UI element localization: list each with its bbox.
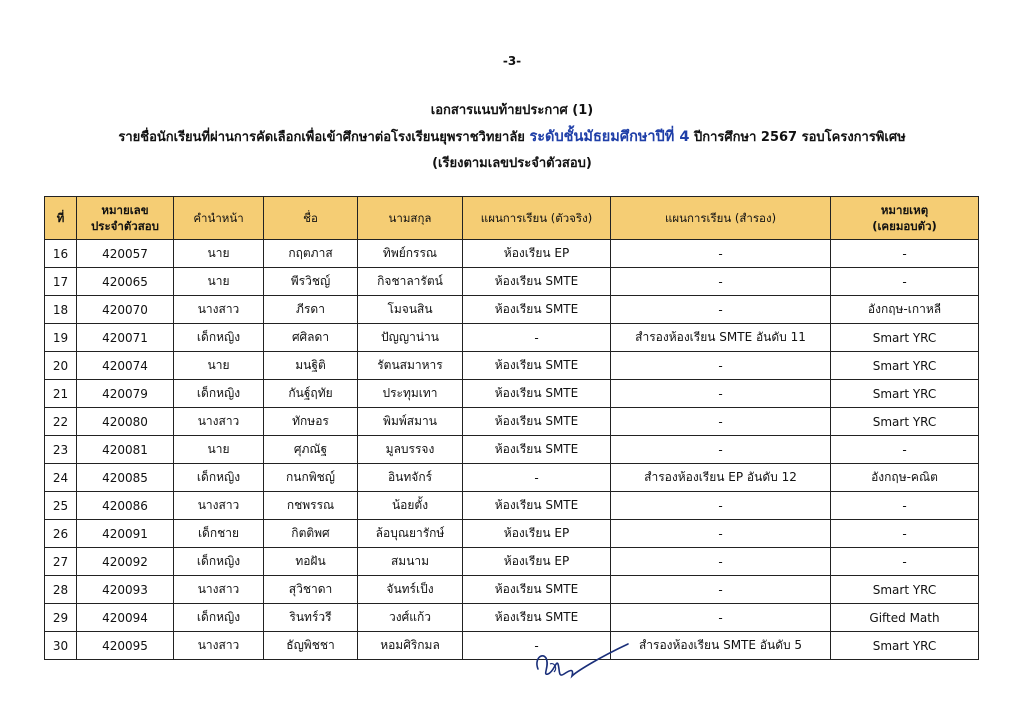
cell-remark: Smart YRC	[831, 352, 979, 380]
cell-first-name: ศศิลดา	[264, 324, 358, 352]
cell-last-name: น้อยตั้ง	[358, 492, 463, 520]
cell-no: 19	[45, 324, 77, 352]
cell-no: 28	[45, 576, 77, 604]
header-line-1: เอกสารแนบท้ายประกาศ (1)	[430, 103, 594, 118]
header-line-2-after: ปีการศึกษา 2567 รอบโครงการพิเศษ	[693, 130, 906, 145]
cell-last-name: ประทุมเทา	[358, 380, 463, 408]
table-row	[45, 492, 979, 520]
student-table	[44, 196, 979, 660]
cell-plan-actual: ห้องเรียน SMTE	[463, 576, 611, 604]
cell-remark: Smart YRC	[831, 408, 979, 436]
cell-prefix: นางสาว	[174, 576, 264, 604]
cell-exam-id: 420065	[77, 268, 174, 296]
cell-remark: Smart YRC	[831, 324, 979, 352]
table-header-row	[45, 197, 979, 240]
cell-exam-id: 420057	[77, 240, 174, 268]
col-header-plan-reserve: แผนการเรียน (สำรอง)	[611, 197, 831, 240]
cell-first-name: กันฐ์ฤทัย	[264, 380, 358, 408]
table-row	[45, 464, 979, 492]
cell-plan-reserve: -	[611, 576, 831, 604]
cell-prefix: นาย	[174, 352, 264, 380]
cell-remark: Gifted Math	[831, 604, 979, 632]
table-row	[45, 380, 979, 408]
header-line-2	[0, 124, 1024, 151]
cell-exam-id: 420081	[77, 436, 174, 464]
cell-prefix: เด็กหญิง	[174, 464, 264, 492]
cell-remark: -	[831, 268, 979, 296]
col-header-last-name: นามสกุล	[358, 197, 463, 240]
cell-exam-id: 420079	[77, 380, 174, 408]
cell-exam-id: 420080	[77, 408, 174, 436]
cell-plan-reserve: -	[611, 380, 831, 408]
cell-first-name: มนฐิติ	[264, 352, 358, 380]
cell-no: 16	[45, 240, 77, 268]
cell-prefix: เด็กหญิง	[174, 324, 264, 352]
table-row	[45, 436, 979, 464]
cell-last-name: กิจชาลารัตน์	[358, 268, 463, 296]
table-body	[45, 240, 979, 660]
cell-first-name: พีรวิชญ์	[264, 268, 358, 296]
col-header-exam-id	[77, 197, 174, 240]
cell-remark: Smart YRC	[831, 576, 979, 604]
cell-plan-reserve: -	[611, 352, 831, 380]
col-header-remark-line1: หมายเหตุ	[880, 203, 929, 217]
cell-last-name: ทิพย์กรรณ	[358, 240, 463, 268]
cell-plan-reserve: -	[611, 408, 831, 436]
cell-plan-actual: ห้องเรียน SMTE	[463, 380, 611, 408]
table-row	[45, 548, 979, 576]
cell-plan-actual: -	[463, 324, 611, 352]
cell-first-name: สุวิชาดา	[264, 576, 358, 604]
cell-remark: Smart YRC	[831, 632, 979, 660]
cell-no: 26	[45, 520, 77, 548]
cell-exam-id: 420095	[77, 632, 174, 660]
table-row	[45, 520, 979, 548]
cell-first-name: ภีรดา	[264, 296, 358, 324]
cell-plan-actual: ห้องเรียน EP	[463, 240, 611, 268]
cell-first-name: ศุภณัฐ	[264, 436, 358, 464]
table-row	[45, 352, 979, 380]
cell-plan-actual: -	[463, 464, 611, 492]
cell-no: 25	[45, 492, 77, 520]
cell-no: 27	[45, 548, 77, 576]
cell-remark: อังกฤษ-คณิต	[831, 464, 979, 492]
cell-exam-id: 420093	[77, 576, 174, 604]
table-row	[45, 576, 979, 604]
cell-first-name: ทอฝัน	[264, 548, 358, 576]
cell-plan-reserve: -	[611, 492, 831, 520]
header-grade-highlight: ระดับชั้นมัธยมศึกษาปีที่ 4	[529, 129, 690, 145]
cell-remark: อังกฤษ-เกาหลี	[831, 296, 979, 324]
cell-plan-reserve: สำรองห้องเรียน EP อันดับ 12	[611, 464, 831, 492]
cell-plan-actual: ห้องเรียน SMTE	[463, 492, 611, 520]
cell-plan-actual: ห้องเรียน SMTE	[463, 268, 611, 296]
cell-remark: -	[831, 492, 979, 520]
cell-prefix: นางสาว	[174, 632, 264, 660]
cell-prefix: เด็กหญิง	[174, 548, 264, 576]
cell-prefix: นางสาว	[174, 296, 264, 324]
cell-no: 17	[45, 268, 77, 296]
page-number: -3-	[502, 54, 522, 68]
table-row	[45, 268, 979, 296]
col-header-no: ที่	[45, 197, 77, 240]
col-header-first-name: ชื่อ	[264, 197, 358, 240]
cell-prefix: นาย	[174, 240, 264, 268]
cell-plan-reserve: -	[611, 548, 831, 576]
cell-last-name: มูลบรรจง	[358, 436, 463, 464]
cell-first-name: ธัญพิชชา	[264, 632, 358, 660]
cell-last-name: ล้อบุณยารักษ์	[358, 520, 463, 548]
cell-no: 23	[45, 436, 77, 464]
cell-first-name: กนกพิชญ์	[264, 464, 358, 492]
cell-plan-actual: ห้องเรียน SMTE	[463, 408, 611, 436]
cell-plan-reserve: สำรองห้องเรียน SMTE อันดับ 11	[611, 324, 831, 352]
cell-exam-id: 420085	[77, 464, 174, 492]
cell-exam-id: 420092	[77, 548, 174, 576]
cell-first-name: กฤตภาส	[264, 240, 358, 268]
cell-last-name: พิมพ์สมาน	[358, 408, 463, 436]
col-header-plan-actual: แผนการเรียน (ตัวจริง)	[463, 197, 611, 240]
cell-no: 22	[45, 408, 77, 436]
cell-remark: -	[831, 520, 979, 548]
cell-prefix: นางสาว	[174, 492, 264, 520]
cell-exam-id: 420074	[77, 352, 174, 380]
header-line-3: (เรียงตามเลขประจำตัวสอบ)	[432, 156, 592, 171]
cell-prefix: นาย	[174, 268, 264, 296]
cell-remark: Smart YRC	[831, 380, 979, 408]
cell-plan-actual: ห้องเรียน SMTE	[463, 604, 611, 632]
cell-no: 21	[45, 380, 77, 408]
cell-plan-reserve: -	[611, 240, 831, 268]
cell-first-name: กิตติพศ	[264, 520, 358, 548]
header-line-2-before: รายชื่อนักเรียนที่ผ่านการคัดเลือกเพื่อเข้าศึกษาต่อโรงเรียนยุพราชวิทยาลัย	[118, 130, 525, 145]
cell-plan-reserve: -	[611, 436, 831, 464]
cell-prefix: นาย	[174, 436, 264, 464]
table-row	[45, 296, 979, 324]
col-header-exam-id-line1: หมายเลข	[101, 203, 149, 217]
cell-last-name: อินทจักร์	[358, 464, 463, 492]
cell-last-name: หอมศิริกมล	[358, 632, 463, 660]
cell-no: 24	[45, 464, 77, 492]
cell-prefix: เด็กหญิง	[174, 380, 264, 408]
cell-plan-reserve: -	[611, 268, 831, 296]
cell-remark: -	[831, 436, 979, 464]
signature-image	[528, 634, 638, 684]
table-row	[45, 408, 979, 436]
cell-no: 18	[45, 296, 77, 324]
cell-no: 20	[45, 352, 77, 380]
cell-last-name: วงศ์แก้ว	[358, 604, 463, 632]
cell-plan-reserve: -	[611, 520, 831, 548]
col-header-remark-line2: (เคยมอบตัว)	[872, 219, 937, 233]
table-row	[45, 240, 979, 268]
cell-no: 30	[45, 632, 77, 660]
cell-exam-id: 420086	[77, 492, 174, 520]
cell-first-name: รินทร์วรี	[264, 604, 358, 632]
table-row	[45, 632, 979, 660]
cell-plan-actual: ห้องเรียน SMTE	[463, 296, 611, 324]
cell-prefix: เด็กชาย	[174, 520, 264, 548]
cell-first-name: กชพรรณ	[264, 492, 358, 520]
cell-last-name: โมจนสิน	[358, 296, 463, 324]
cell-plan-reserve: -	[611, 604, 831, 632]
cell-remark: -	[831, 240, 979, 268]
cell-remark: -	[831, 548, 979, 576]
table-row	[45, 324, 979, 352]
cell-prefix: เด็กหญิง	[174, 604, 264, 632]
cell-plan-reserve: -	[611, 296, 831, 324]
cell-exam-id: 420070	[77, 296, 174, 324]
document-header	[0, 98, 1024, 177]
cell-plan-actual: ห้องเรียน EP	[463, 548, 611, 576]
cell-prefix: นางสาว	[174, 408, 264, 436]
cell-plan-actual: ห้องเรียน SMTE	[463, 436, 611, 464]
cell-plan-actual: ห้องเรียน SMTE	[463, 352, 611, 380]
cell-last-name: สมนาม	[358, 548, 463, 576]
cell-first-name: ทักษอร	[264, 408, 358, 436]
cell-plan-reserve: สำรองห้องเรียน SMTE อันดับ 5	[611, 632, 831, 660]
cell-plan-actual: -	[463, 632, 611, 660]
cell-no: 29	[45, 604, 77, 632]
table-row	[45, 604, 979, 632]
col-header-exam-id-line2: ประจำตัวสอบ	[90, 219, 159, 233]
cell-exam-id: 420071	[77, 324, 174, 352]
cell-exam-id: 420091	[77, 520, 174, 548]
cell-last-name: จันทร์เป็ง	[358, 576, 463, 604]
cell-exam-id: 420094	[77, 604, 174, 632]
col-header-prefix: คำนำหน้า	[174, 197, 264, 240]
cell-last-name: ปัญญาน่าน	[358, 324, 463, 352]
col-header-remark	[831, 197, 979, 240]
cell-last-name: รัตนสมาหาร	[358, 352, 463, 380]
cell-plan-actual: ห้องเรียน EP	[463, 520, 611, 548]
